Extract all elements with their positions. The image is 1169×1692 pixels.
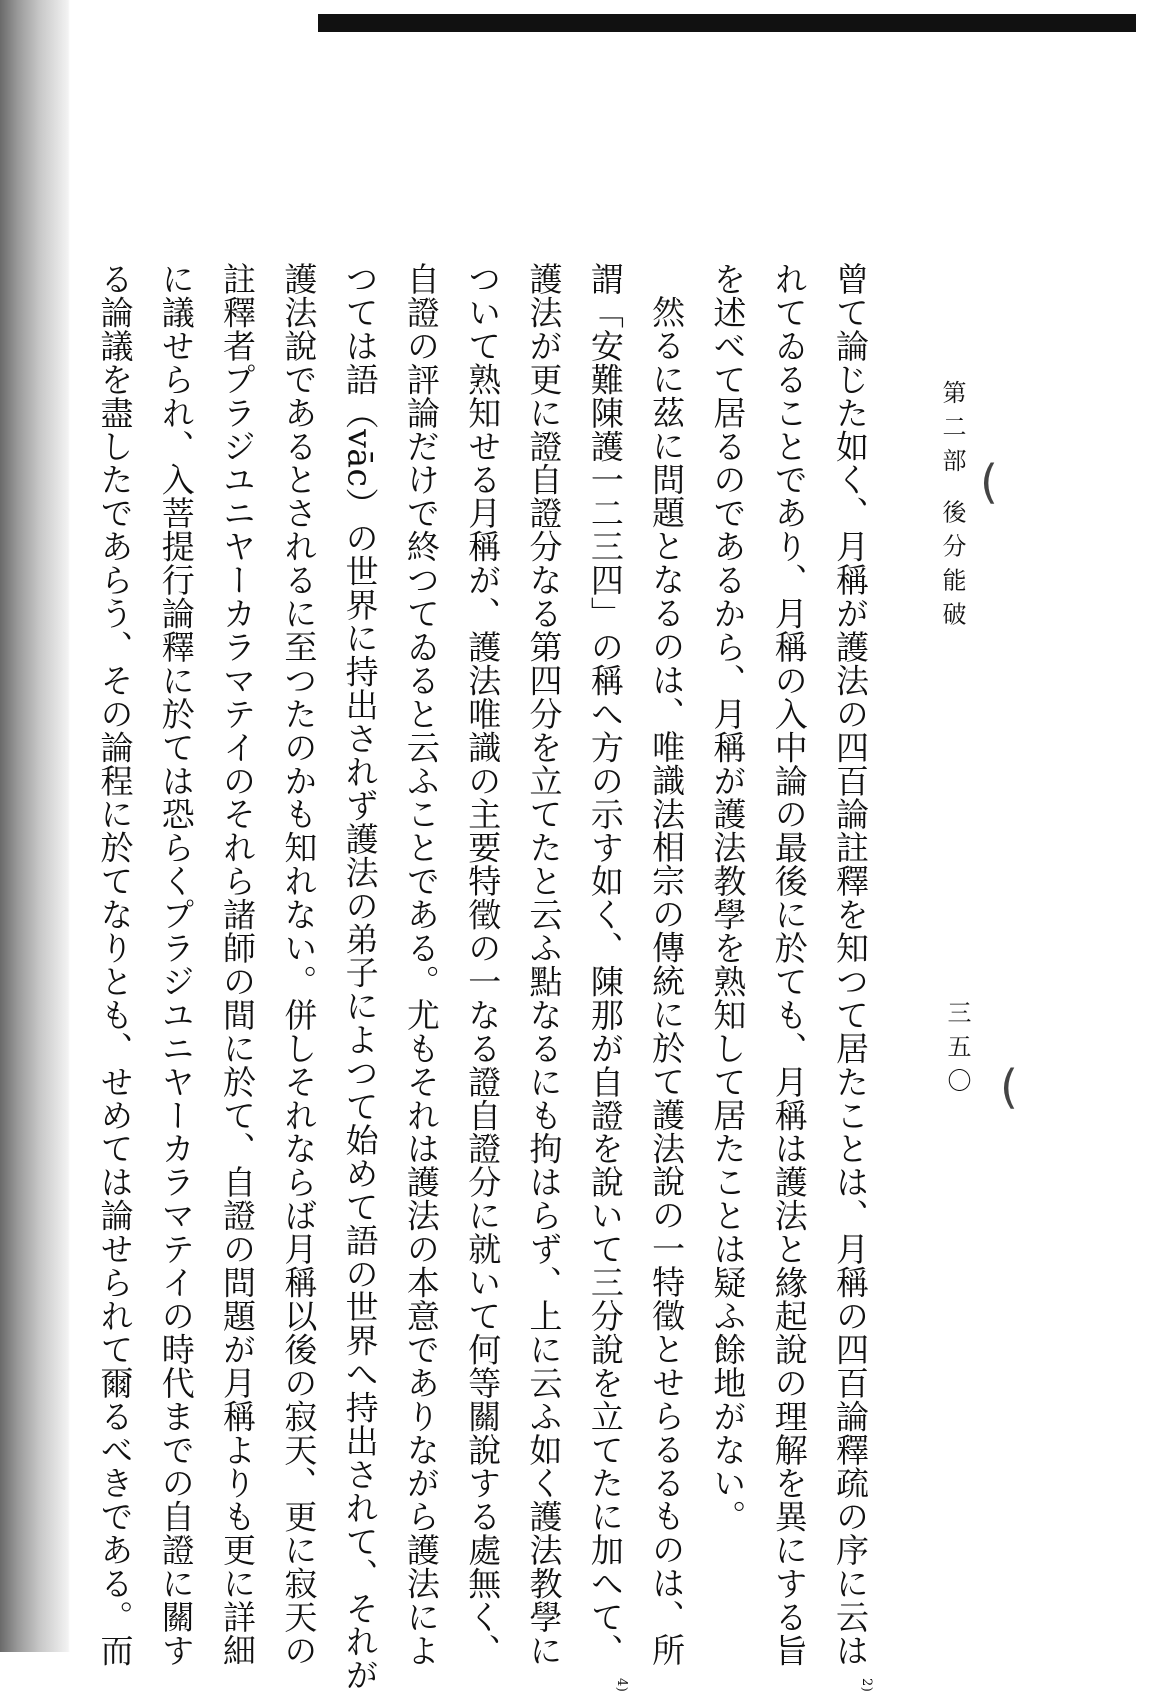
text-line: ついて熟知せる月稱が、護法唯識の主要特徵の一なる證自證分に就いて何等關說する處無く、 (463, 262, 503, 1667)
text-line: れてゐることであり、月稱の入中論の最後に於ても、月稱は護法と緣起說の理解を異にする旨 (769, 262, 809, 1667)
text-line: 註釋者プラジユニヤーカラマテイのそれら諸師の間に於て、自證の問題が月稱よりも更に詳細 (218, 262, 258, 1667)
text-line: 自證の評論だけで終つてゐると云ふことである。尤もそれは護法の本意でありながら護法によ (401, 262, 441, 1667)
text-line (820, 262, 881, 1692)
text-line: 護法が更に證自證分なる第四分を立てたと云ふ點なるにも拘はらず、上に云ふ如く護法教學に (524, 262, 564, 1667)
text-line: る論議を盡したであらう、その論程に於てなりとも、せめては論せられて爾るべきである。而 (95, 262, 135, 1667)
text-line: 然るに茲に問題となるのは、唯識法相宗の傳統に於て護法說の一特徵とせらるるものは、所 (647, 295, 687, 1667)
running-title: 第二部 後分能破 (938, 380, 966, 636)
text-line: つては語（vāc）の世界に持出されず護法の弟子によつて始めて語の世界へ持出されて、それが (340, 262, 380, 1692)
page-number: 三五〇 (943, 1000, 971, 1102)
text-segment: 謂「安難陳護一二三四」の稱へ方の示す如く、陳那が自證を說いて三分說を立てたに加へて、 (585, 262, 625, 1667)
margin-mark-icon: ( (980, 455, 998, 509)
top-border-bar (318, 14, 1136, 32)
text-line: に議せられ、入菩提行論釋に於ては恐らくプラジユニヤーカラマテイの時代までの自證に關す (156, 262, 196, 1667)
text-line: を述べて居るのであるから、月稱が護法教學を熟知して居たことは疑ふ餘地がない。 (708, 262, 748, 1534)
footnote-ref: 4) (613, 1677, 629, 1692)
footnote-ref: 2) (859, 1677, 874, 1692)
margin-mark-icon: ( (1000, 1060, 1018, 1114)
body-text (95, 262, 881, 1692)
text-line: 護法說であるとされるに至つたのかも知れない。併しそれならば月稱以後の寂天、更に寂天の (279, 262, 319, 1667)
text-line (575, 262, 636, 1692)
book-spine-shadow (0, 0, 70, 1652)
text-segment: 曾て論じた如く、月稱が護法の四百論註釋を知つて居たことは、月稱の四百論釋疏の序に云は (831, 262, 870, 1667)
